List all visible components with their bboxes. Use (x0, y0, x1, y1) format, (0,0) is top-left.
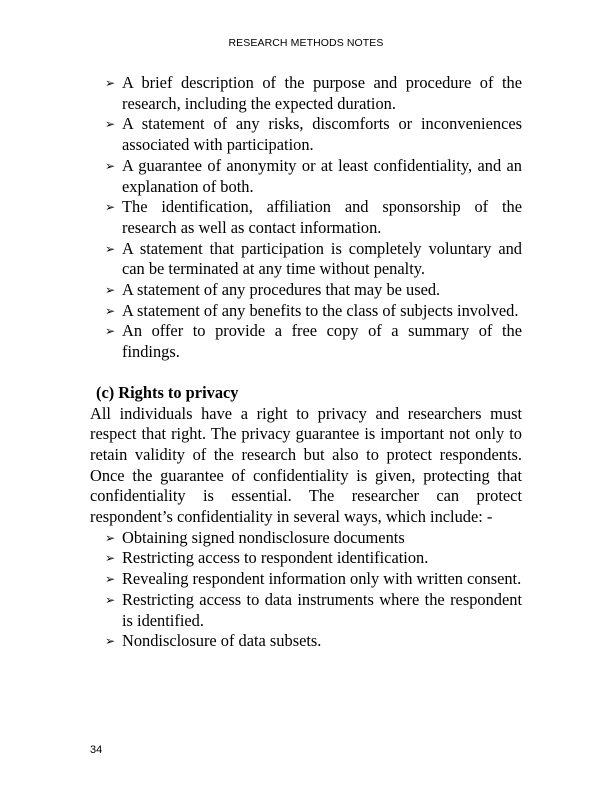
body-paragraph: All individuals have a right to privacy and researchers must respect that right. The privacy guarantee is important not only to retain validity of the research but also to protect respondents. Once the guarantee of confidentiality is given, protecting that confidentiality is essential. The researcher can protect respondent’s confidentiality in several ways, which include: - (90, 403, 522, 527)
list-item-text: A guarantee of anonymity or at least confidentiality, and an explanation of both. (122, 155, 522, 196)
list-item (90, 280, 522, 301)
arrow-bullet-icon: ➢ (105, 283, 116, 298)
list-item-text: A statement of any procedures that may be used. (122, 280, 441, 300)
arrow-bullet-icon: ➢ (105, 324, 116, 339)
list-item (90, 197, 522, 238)
confidentiality-methods-list (90, 528, 522, 652)
list-item (90, 321, 522, 362)
list-item-text: Obtaining signed nondisclosure documents (122, 527, 405, 547)
list-item-text: Nondisclosure of data subsets. (122, 631, 322, 651)
arrow-bullet-icon: ➢ (105, 117, 116, 132)
list-item (90, 156, 522, 197)
list-item-text: Restricting access to data instruments where the respondent is identified. (122, 589, 522, 630)
list-item (90, 569, 522, 590)
arrow-bullet-icon: ➢ (105, 572, 116, 587)
arrow-bullet-icon: ➢ (105, 76, 116, 90)
page-content (90, 73, 522, 652)
section-heading: (c) Rights to privacy (96, 382, 239, 402)
arrow-bullet-icon: ➢ (105, 158, 116, 173)
list-item (90, 631, 522, 652)
list-item (90, 590, 522, 631)
list-item-text: A statement that participation is completely voluntary and can be terminated at any time without penalty. (122, 238, 522, 279)
list-item (90, 528, 522, 549)
arrow-bullet-icon: ➢ (105, 634, 116, 649)
list-item-text: A statement of any benefits to the class of subjects involved. (122, 300, 519, 320)
section-spacer (90, 363, 522, 383)
list-item-text: Revealing respondent information only with written consent. (122, 569, 522, 589)
list-item (90, 114, 522, 155)
arrow-bullet-icon: ➢ (105, 241, 116, 256)
arrow-bullet-icon: ➢ (105, 303, 116, 318)
list-item (90, 73, 522, 114)
list-item (90, 301, 522, 322)
list-item (90, 548, 522, 569)
arrow-bullet-icon: ➢ (105, 551, 116, 566)
list-item-text: A statement of any risks, discomforts or inconveniences associated with participation. (122, 114, 522, 155)
arrow-bullet-icon: ➢ (105, 592, 116, 607)
list-item-text: A brief description of the purpose and procedure of the research, including the expected duration. (122, 73, 522, 113)
running-header: RESEARCH METHODS NOTES (228, 37, 384, 49)
list-item (90, 239, 522, 280)
arrow-bullet-icon: ➢ (105, 530, 116, 545)
consent-requirements-list (90, 73, 522, 363)
list-item-text: The identification, affiliation and sponsorship of the research as well as contact information. (122, 197, 522, 237)
arrow-bullet-icon: ➢ (105, 200, 116, 215)
list-item-text: Restricting access to respondent identification. (122, 548, 429, 568)
list-item-text: An offer to provide a free copy of a summary of the findings. (122, 321, 522, 362)
page-number: 34 (90, 744, 103, 756)
